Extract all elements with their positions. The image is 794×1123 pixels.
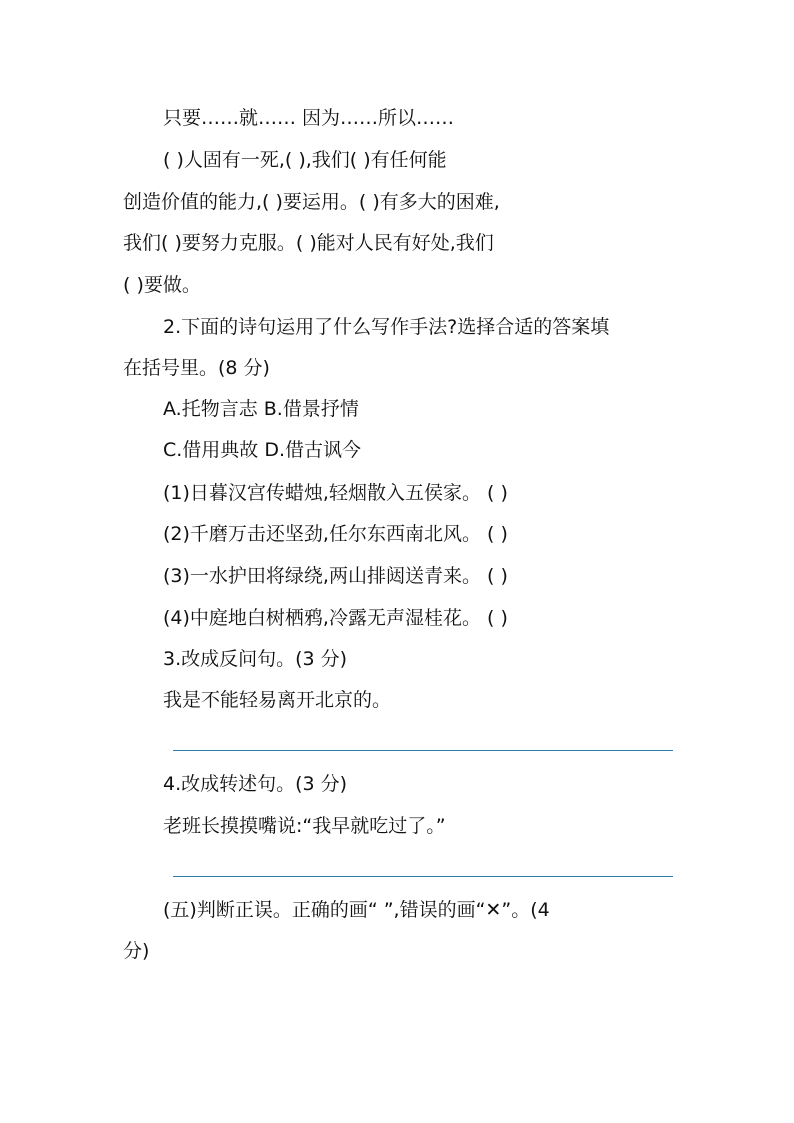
fill-blank-line-1: ( )人固有一死,( ),我们( )有任何能 (163, 149, 447, 171)
fill-blank-line-3: 我们( )要努力克服。( )能对人民有好处,我们 (123, 232, 494, 254)
question-4-sentence: 老班长摸摸嘴说:“我早就吃过了。” (163, 815, 446, 837)
question-3-title: 3.改成反问句。(3 分) (163, 648, 348, 670)
fill-blank-line-4: ( )要做。 (123, 274, 201, 296)
section-5-title-cont: 分) (123, 940, 150, 962)
question-4-answer-line[interactable] (173, 876, 673, 877)
fill-blank-line-2: 创造价值的能力,( )要运用。( )有多大的困难, (123, 191, 500, 213)
poem-item-4: (4)中庭地白树栖鸦,冷露无声湿桂花。 ( ) (163, 607, 508, 629)
question-2-options-cd: C.借用典故 D.借古讽今 (163, 439, 362, 461)
question-3-sentence: 我是不能轻易离开北京的。 (163, 689, 392, 711)
poem-item-2: (2)千磨万击还坚劲,任尔东西南北风。 ( ) (163, 523, 508, 545)
poem-item-3: (3)一水护田将绿绕,两山排闼送青来。 ( ) (163, 565, 508, 587)
question-4-title: 4.改成转述句。(3 分) (163, 773, 348, 795)
question-2-title: 2.下面的诗句运用了什么写作手法?选择合适的答案填 (163, 316, 610, 338)
section-5-title: (五)判断正误。正确的画“ ”,错误的画“✕”。(4 (163, 899, 550, 921)
poem-item-1: (1)日暮汉宫传蜡烛,轻烟散入五侯家。 ( ) (163, 482, 508, 504)
question-2-title-cont: 在括号里。(8 分) (123, 357, 270, 379)
question-2-options-ab: A.托物言志 B.借景抒情 (163, 398, 359, 420)
question-3-answer-line[interactable] (173, 750, 673, 751)
conjunction-options: 只要……就…… 因为……所以…… (163, 107, 455, 129)
